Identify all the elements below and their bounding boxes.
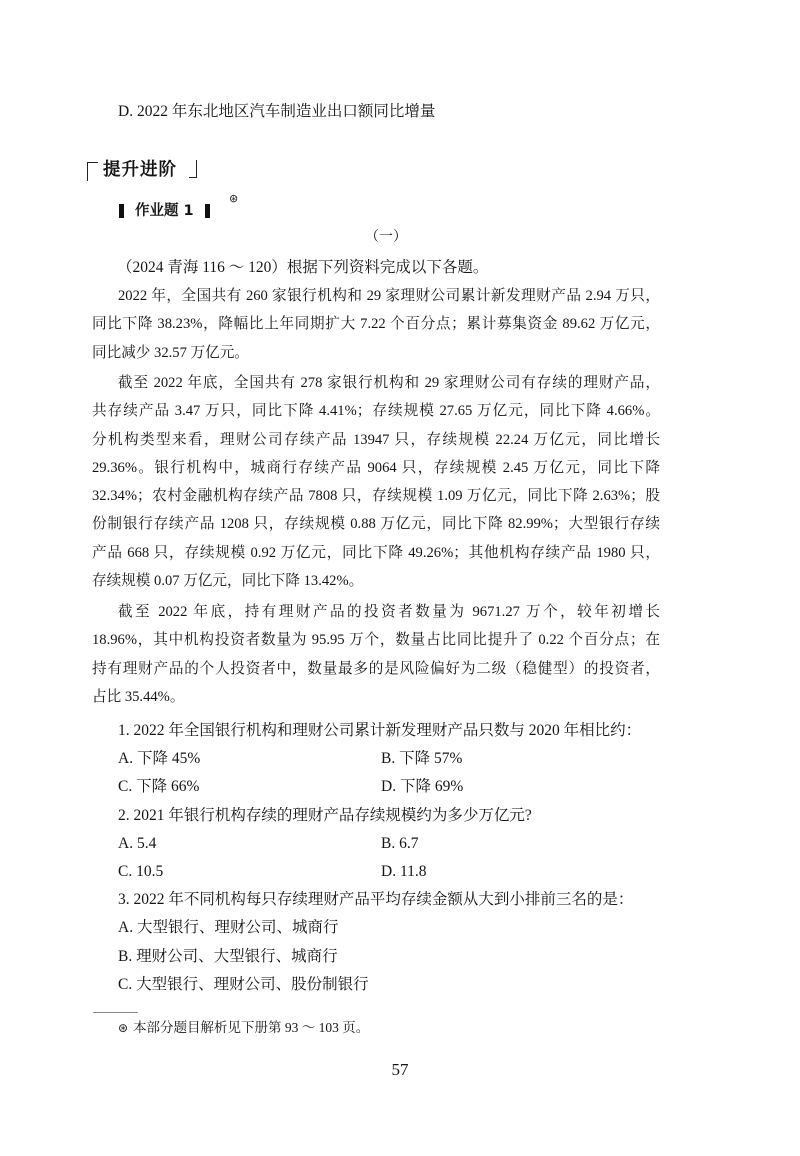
passage-line: 份制银行存续产品 1208 只，存续规模 0.88 万亿元，同比下降 82.99%；大型银行存续 xyxy=(92,516,660,533)
passage-line: 18.96%，其中机构投资者数量为 95.95 万个，数量占比同比提升了 0.22 个百分点；在 xyxy=(92,632,660,649)
footnote-marker-icon: ⊛ xyxy=(229,192,239,205)
option-a: A. 5.4 xyxy=(118,834,157,852)
option-d: D. 下降 69% xyxy=(381,778,464,796)
option-b: B. 理财公司、大型银行、城商行 xyxy=(118,947,338,965)
passage-line: 产品 668 只，存续规模 0.92 万亿元，同比下降 49.26%；其他机构存续产品 1980 只， xyxy=(92,544,660,561)
section-header xyxy=(86,157,198,183)
passage-line: 截至 2022 年底，持有理财产品的投资者数量为 9671.27 万个，较年初增长 xyxy=(118,604,660,620)
exercise-heading xyxy=(119,198,210,224)
question-1-stem: 1. 2022 年全国银行机构和理财公司累计新发理财产品只数与 2020 年相比约： xyxy=(118,722,642,739)
option-a: A. 下降 45% xyxy=(118,750,201,768)
option-c: C. 10.5 xyxy=(118,863,164,881)
footnote-text: 本部分题目解析见下册第 93 ～ 103 页。 xyxy=(133,1020,370,1035)
passage-line: 分机构类型来看，理财公司存续产品 13947 只，存续规模 22.24 万亿元，同比增长 xyxy=(92,431,660,448)
option-d: D. 11.8 xyxy=(381,863,427,881)
question-2-options xyxy=(93,830,659,886)
passage-line: 2022 年，全国共有 260 家银行机构和 29 家理财公司累计新发理财产品 2.94 万只， xyxy=(118,288,660,304)
passage-line: 29.36%。银行机构中，城商行存续产品 9064 只，存续规模 2.45 万亿元，同比下降 xyxy=(92,459,660,476)
page-number: 57 xyxy=(391,1060,409,1079)
passage-line: 持有理财产品的个人投资者中，数量最多的是风险偏好为二级（稳健型）的投资者， xyxy=(92,660,660,677)
left-corner-bracket xyxy=(87,162,98,181)
option-c: C. 下降 66% xyxy=(118,778,200,796)
passage-paragraph-3 xyxy=(92,598,660,711)
question-source: （2024 青海 116 ～ 120）根据下列资料完成以下各题。 xyxy=(117,259,489,276)
right-bar-mark xyxy=(205,204,210,218)
exercise-label: 作业题 1 xyxy=(135,203,194,219)
option-b: B. 下降 57% xyxy=(381,750,463,768)
option-b: B. 6.7 xyxy=(381,834,419,852)
passage-paragraph-2 xyxy=(92,369,660,595)
passage-line: 同比下降 38.23%，降幅比上年同期扩大 7.22 个百分点；累计募集资金 89.62 万亿元， xyxy=(92,316,660,333)
footnote-divider xyxy=(93,1012,138,1013)
passage-paragraph-1 xyxy=(92,282,660,367)
passage-line: 32.34%；农村金融机构存续产品 7808 只，存续规模 1.09 万亿元，同比下降 2.63%；股 xyxy=(92,488,660,505)
question-3-options xyxy=(93,914,659,999)
footnote xyxy=(118,1019,369,1037)
question-2-stem: 2. 2021 年银行机构存续的理财产品存续规模约为多少万亿元? xyxy=(118,806,532,824)
option-a: A. 大型银行、理财公司、城商行 xyxy=(118,919,339,937)
footnote-marker-icon: ⊛ xyxy=(118,1021,129,1035)
question-list xyxy=(93,717,659,999)
passage-line: 占比 35.44%。 xyxy=(92,688,185,705)
passage-line: 同比减少 32.57 万亿元。 xyxy=(92,344,249,361)
group-label: （一） xyxy=(365,230,407,245)
question-3-stem: 3. 2022 年不同机构每只存续理财产品平均存续金额从大到小排前三名的是： xyxy=(118,891,634,909)
passage-line: 截至 2022 年底，全国共有 278 家银行机构和 29 家理财公司有存续的理财产品， xyxy=(118,375,660,391)
right-corner-bracket xyxy=(189,160,197,178)
passage-line: 存续规模 0.07 万亿元，同比下降 13.42%。 xyxy=(92,573,364,590)
previous-option-d: D. 2022 年东北地区汽车制造业出口额同比增量 xyxy=(118,103,436,120)
left-bar-mark xyxy=(119,204,124,218)
question-1-options xyxy=(93,745,659,801)
section-title: 提升进阶 xyxy=(103,160,177,180)
option-c: C. 大型银行、理财公司、股份制银行 xyxy=(118,975,369,993)
passage-line: 共存续产品 3.47 万只，同比下降 4.41%；存续规模 27.65 万亿元，同比下降 4.66%。 xyxy=(92,403,660,420)
